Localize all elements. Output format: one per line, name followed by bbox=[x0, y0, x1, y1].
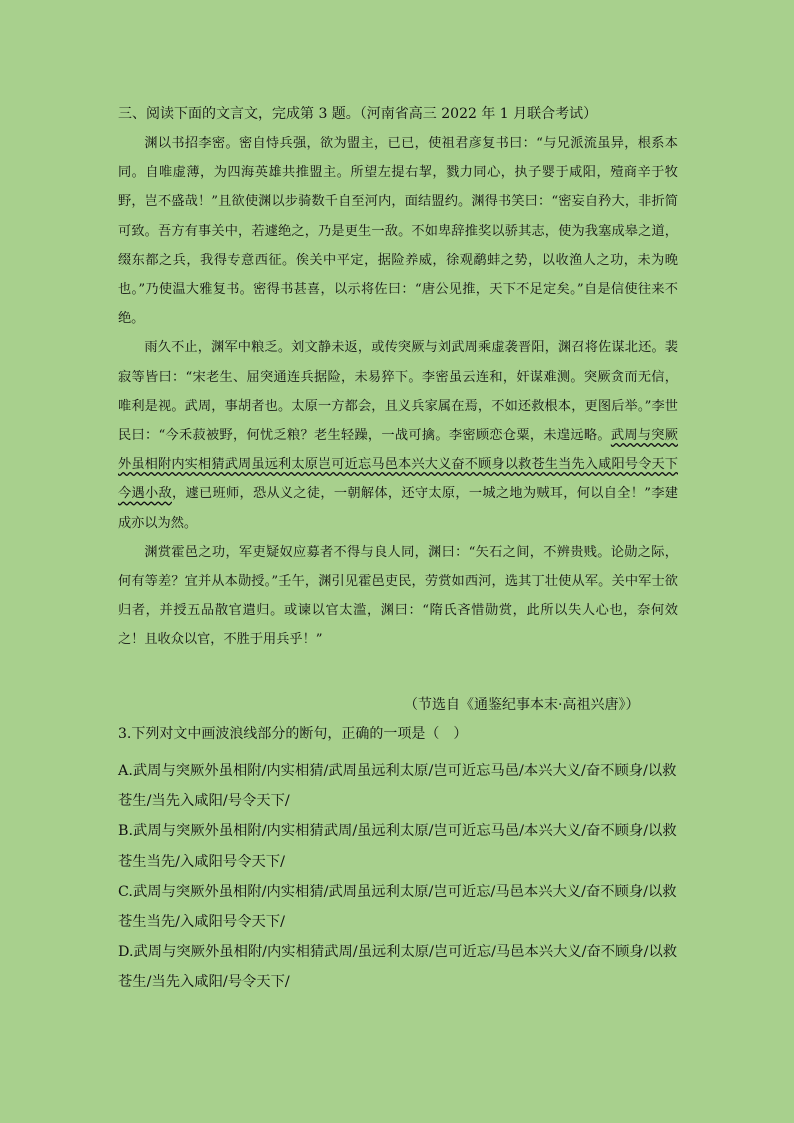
section-heading: 三、阅读下面的文言文，完成第 3 题。（河南省高三 2022 年 1 月联合考试） bbox=[118, 106, 598, 122]
option-b[interactable]: B.武周与突厥外虽相附/内实相猜武周/虽远利太原/岂可近忘马邑/本兴大义/奋不顾身/以救苍生当先/入咸阳号令天下/ bbox=[118, 823, 677, 870]
passage-paragraph-3: 渊赏霍邑之功，军吏疑奴应募者不得与良人同，渊曰：“矢石之间，不辨贵贱。论勋之际，何有等差？宜并从本勋授。”壬午，渊引见霍邑吏民，劳赏如西河，选其丁壮使从军。关中军士欲归者，并授五品散官遣归。或谏以官太滥，渊曰：“隋氏吝惜勋赏，此所以失人心也，奈何效之！且收众以官，不胜于用兵乎！” bbox=[118, 544, 678, 648]
passage-paragraph-2-pre: 雨久不止，渊军中粮乏。刘文静未返，或传突厥与刘武周乘虚袭晋阳，渊召将佐谋北还。裴寂等皆曰：“宋老生、屈突通连兵据险，未易猝下。李密虽云连和，奸谋难测。突厥贪而无信，唯利是视。武周，事胡者也。太原一方都会，且义兵家属在焉，不如还救根本，更图后举。”李世民曰：“今禾菽被野，何忧乏粮？老生轻躁，一战可擒。李密顾恋仓粟，未遑远略。 bbox=[118, 340, 678, 444]
passage-paragraph-2-post: ，遽已班师，恐从义之徒，一朝解体，还守太原，一城之地为贼耳，何以自全！”李建成亦以为然。 bbox=[118, 486, 678, 531]
classical-passage bbox=[118, 129, 678, 655]
wavy-underlined-text: 武周与突厥外虽相附内实相猜武周虽远利太原岂可近忘马邑本兴大义奋不顾身以救苍生当先入咸阳号令天下今遇小敌 bbox=[118, 428, 678, 502]
question-stem: 3.下列对文中画波浪线部分的断句，正确的一项是（ ） bbox=[118, 726, 468, 742]
passage-paragraph-1: 渊以书招李密。密自恃兵强，欲为盟主，已已，使祖君彦复书曰：“与兄派流虽异，根系本同。自唯虚薄，为四海英雄共推盟主。所望左提右挈，戮力同心，执子婴于咸阳，殪商辛于牧野，岂不盛哉！”且欲使渊以步骑数千自至河内，面结盟约。渊得书笑曰：“密妄自矜大，非折简可致。吾方有事关中，若遽绝之，乃是更生一敌。不如卑辞推奖以骄其志，使为我塞成皋之道，缀东都之兵，我得专意西征。俟关中平定，据险养威，徐观鹬蚌之势，以收渔人之功，未为晚也。”乃使温大雅复书。密得书甚喜，以示将佐曰：“唐公见推，天下不足定矣。”自是信使往来不绝。 bbox=[118, 136, 678, 327]
option-a[interactable]: A.武周与突厥外虽相附/内实相猜/武周虽远利太原/岂可近忘马邑/本兴大义/奋不顾身/以救苍生/当先入咸阳/号令天下/ bbox=[118, 763, 677, 810]
option-d[interactable]: D.武周与突厥外虽相附/内实相猜武周/虽远利太原/岂可近忘/马邑本兴大义/奋不顾身/以救苍生/当先入咸阳/号令天下/ bbox=[118, 944, 678, 991]
answer-options bbox=[118, 756, 678, 998]
option-c[interactable]: C.武周与突厥外虽相附/内实相猜/武周虽远利太原/岂可近忘/马邑本兴大义/奋不顾身/以救苍生当先/入咸阳号令天下/ bbox=[118, 883, 677, 931]
passage-paragraph-2 bbox=[118, 333, 678, 537]
source-citation: （节选自《通鉴纪事本末·高祖兴唐》） bbox=[404, 697, 640, 713]
